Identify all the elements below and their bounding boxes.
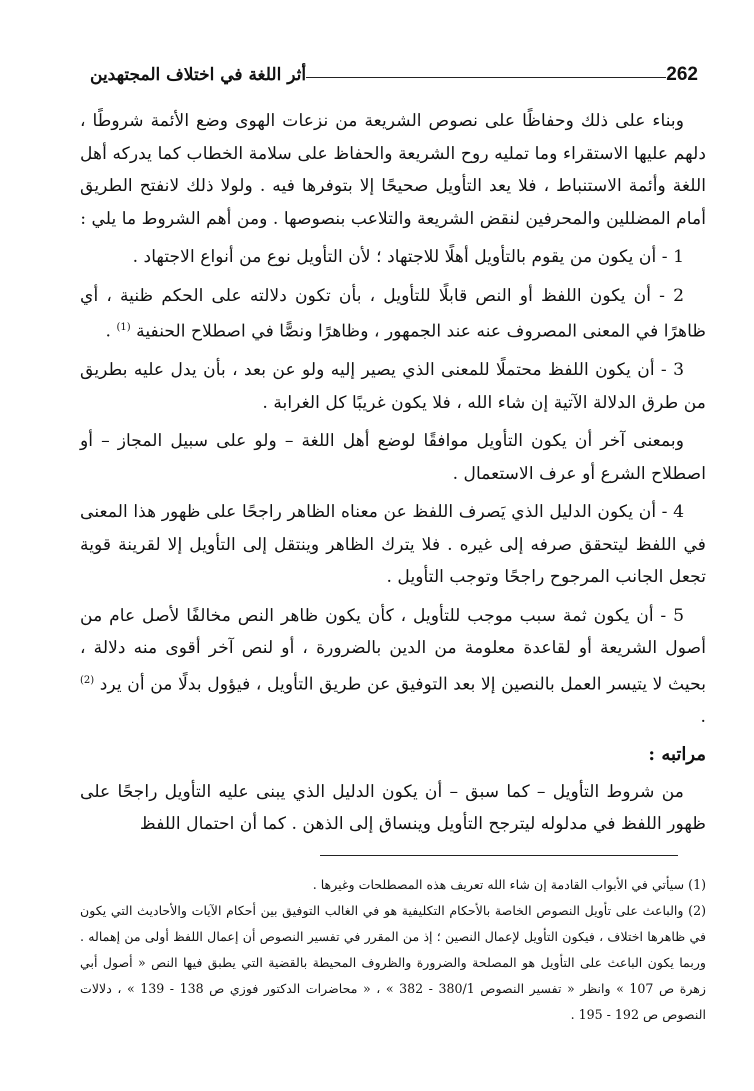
footnote-2: (2) والباعث على تأويل النصوص الخاصة بالأحكام التكليفية هو في الغالب التوفيق بين أحكام الآيات والأحاديث التي يكون في ظاهرها اختلاف ، فيكون التأويل لإعمال النصين ؛ إذ من المقرر في تفسير النصوص أن إعمال اللفظ أولى من إهماله . وربما يكون الباعث على التأويل هو المصلحة والضرورة والظروف المحيطة بالقضية التي يطبق فيها النص « أصول أبي زهرة ص 107 » وانظر « تفسير النصوص 380/1 - 382 » ، « محاضرات الدكتور فوزي ص 138 - 139 » ، دلالات النصوص ص 192 - 195 . (80, 903, 706, 1022)
running-title: أثر اللغة في اختلاف المجتهدين (90, 65, 307, 85)
condition-2-end: . (105, 321, 117, 342)
section-heading: مراتبه : (648, 744, 706, 766)
condition-3: 3 - أن يكون اللفظ محتملًا للمعنى الذي يصير إليه ولو عن بعد ، بأن يدل عليه بطريق من طرق الدلالة الآتية إن شاء الله ، فلا يكون غريبًا كل الغرابة . (80, 360, 706, 413)
main-text (80, 105, 706, 847)
footnotes (80, 872, 706, 1028)
condition-4: 4 - أن يكون الدليل الذي يَصرف اللفظ عن معناه الظاهر راجحًا على ظهور هذا المعنى في اللفظ ليتحقق صرفه إلى غيره . فلا يترك الظاهر وينتقل إلى التأويل إلا لقرينة قوية تجعل الجانب المرجوح راجحًا وتوجب التأويل . (80, 502, 706, 588)
intro-paragraph: وبناء على ذلك وحفاظًا على نصوص الشريعة من نزعات الهوى وضع الأئمة شروطًا ، دلهم عليها الاستقراء وما تمليه روح الشريعة والحفاظ على سلامة الخطاب كما يدركه أهل اللغة وأئمة الاستنباط ، فلا يعد التأويل صحيحًا إلا بتوفرها فيه . ولولا ذلك لانفتح الطريق أمام المضللين والمحرفين لنقض الشريعة والتلاعب بنصوصها . ومن أهم الشروط ما يلي : (80, 111, 706, 229)
header-rule (306, 77, 666, 78)
condition-3-continued: وبمعنى آخر أن يكون التأويل موافقًا لوضع أهل اللغة – ولو على سبيل المجاز – أو اصطلاح الشرع أو عرف الاستعمال . (80, 431, 706, 484)
condition-2-text: 2 - أن يكون اللفظ أو النص قابلًا للتأويل ، بأن تكون دلالته على الحكم ظنية ، أي ظاهرًا في المعنى المصروف عنه عند الجمهور ، وظاهرًا ونصًّا في اصطلاح الحنفية (80, 285, 706, 342)
footnote-ref-1[interactable]: (1) (116, 322, 131, 333)
condition-2 (80, 280, 706, 349)
page-number: 262 (666, 64, 698, 85)
footnote-ref-2[interactable]: (2) (80, 674, 95, 686)
ranks-paragraph: من شروط التأويل – كما سبق – أن يكون الدليل الذي يبنى عليه التأويل راجحًا على ظهور اللفظ في مدلوله ليترجح التأويل وينساق إلى الذهن . كما أن احتمال اللفظ (80, 781, 706, 835)
footnote-separator (320, 855, 678, 856)
condition-5-text: 5 - أن يكون ثمة سبب موجب للتأويل ، كأن يكون ظاهر النص مخالفًا لأصل عام من أصول الشريعة أو لقاعدة معلومة من الدين بالضرورة ، أو لنص آخر أقوى منه دلالة ، بحيث لا يتيسر العمل بالنصين إلا بعد التوفيق عن طريق التأويل ، فيؤول بدلًا من أن يرد (80, 605, 706, 695)
condition-5 (80, 600, 706, 734)
condition-5-end: . (700, 706, 706, 727)
footnote-1: (1) سيأتي في الأبواب القادمة إن شاء الله تعريف هذه المصطلحات وغيرها . (312, 877, 706, 892)
running-header (80, 60, 710, 90)
condition-1: 1 - أن يكون من يقوم بالتأويل أهلًا للاجتهاد ؛ لأن التأويل نوع من أنواع الاجتهاد . (132, 247, 684, 267)
